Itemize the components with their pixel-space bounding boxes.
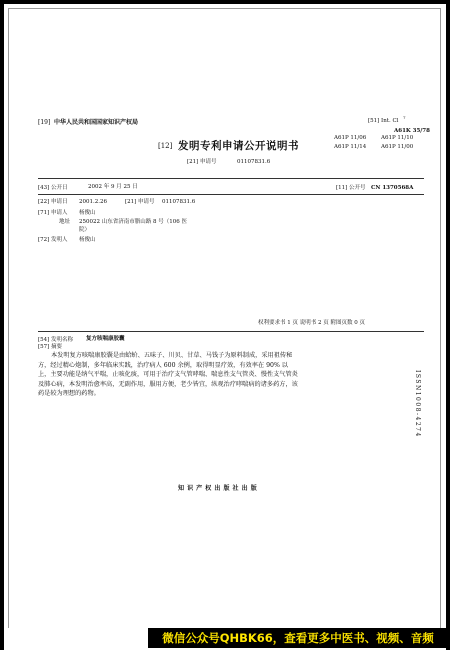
scan-edge-top: [0, 0, 450, 4]
publisher: 知 识 产 权 出 版 社 出 版: [178, 485, 258, 492]
filing-date: 2001.2.26: [79, 199, 107, 205]
class-superscript: 7: [403, 115, 406, 120]
pub-date-label: [43] 公开日: [38, 185, 68, 191]
class-code: [51] Int. Cl: [368, 118, 399, 124]
abstract-text: 本发明复方咳喘康胶囊是由蛤蚧、五味子、川贝、甘草、马钱子为原料制成，采用祖传秘方，经过精心炮制，多年临床实践，治疗病人 600 余例，取得明显疗效，有效率在 90% 以上，主要功能是纳气平喘，止咳化痰，可用于治疗支气管哮喘、喘息性支气管炎、慢性支气管炎及肺心病，本发明治愈率高，无副作用，服用方便，老少皆宜，纵观治疗哮喘病的诸多药方，该药是较为理想的药物。: [38, 352, 298, 398]
scan-edge-left: [0, 0, 4, 650]
divider-top: [38, 178, 424, 179]
title-label: [54] 发明名称: [38, 337, 74, 343]
app-no-label: [21] 申请号: [187, 159, 217, 165]
applicant-label: [71] 申请人: [38, 210, 68, 216]
inventor-label: [72] 发明人: [38, 237, 68, 243]
abstract-label: [57] 摘要: [38, 344, 63, 350]
page-border-right: [440, 8, 441, 628]
class-2: A61P 11/06: [334, 135, 367, 141]
doc-type-title: 发明专利申请公开说明书: [178, 140, 299, 152]
issn-code: ISSN1008-4274: [414, 370, 421, 438]
address-line-1: 250022 山东省济南市腊山路 8 号（106 医: [79, 219, 187, 225]
app-no-label-2: [21] 申请号: [125, 199, 155, 205]
class-1: A61K 35/78: [394, 128, 430, 134]
divider-meta: [38, 194, 424, 195]
invention-title: 复方咳喘康胶囊: [86, 336, 125, 342]
scan-edge-right: [446, 0, 450, 650]
office-name: 中华人民共和国国家知识产权局: [54, 119, 139, 126]
doc-type-code: [12]: [158, 142, 173, 150]
pub-date: 2002 年 9 月 25 日: [88, 184, 138, 190]
page-border-left: [8, 8, 9, 628]
pub-no-label: [11] 公开号: [336, 185, 366, 191]
class-4: A61P 11/14: [334, 144, 367, 150]
pub-no: CN 1370568A: [371, 185, 414, 191]
address-line-2: 院）: [79, 227, 91, 233]
address-label: 地址: [59, 219, 71, 225]
page-border-top: [8, 8, 440, 9]
filing-date-label: [22] 申请日: [38, 199, 68, 205]
divider-abstract: [38, 331, 424, 332]
app-no: 01107831.6: [237, 159, 271, 165]
class-3: A61P 11/10: [381, 135, 414, 141]
wechat-banner: 微信公众号QHBK66，查看更多中医书、视频、音频: [148, 628, 448, 648]
office-code: [19]: [38, 119, 51, 126]
claims-info: 权利要求书 1 页 说明书 2 页 附图页数 0 页: [258, 320, 365, 326]
inventor: 杨俊山: [79, 237, 96, 243]
applicant: 杨俊山: [79, 210, 96, 216]
app-no-2: 01107831.6: [162, 199, 196, 205]
class-5: A61P 11/00: [381, 144, 414, 150]
